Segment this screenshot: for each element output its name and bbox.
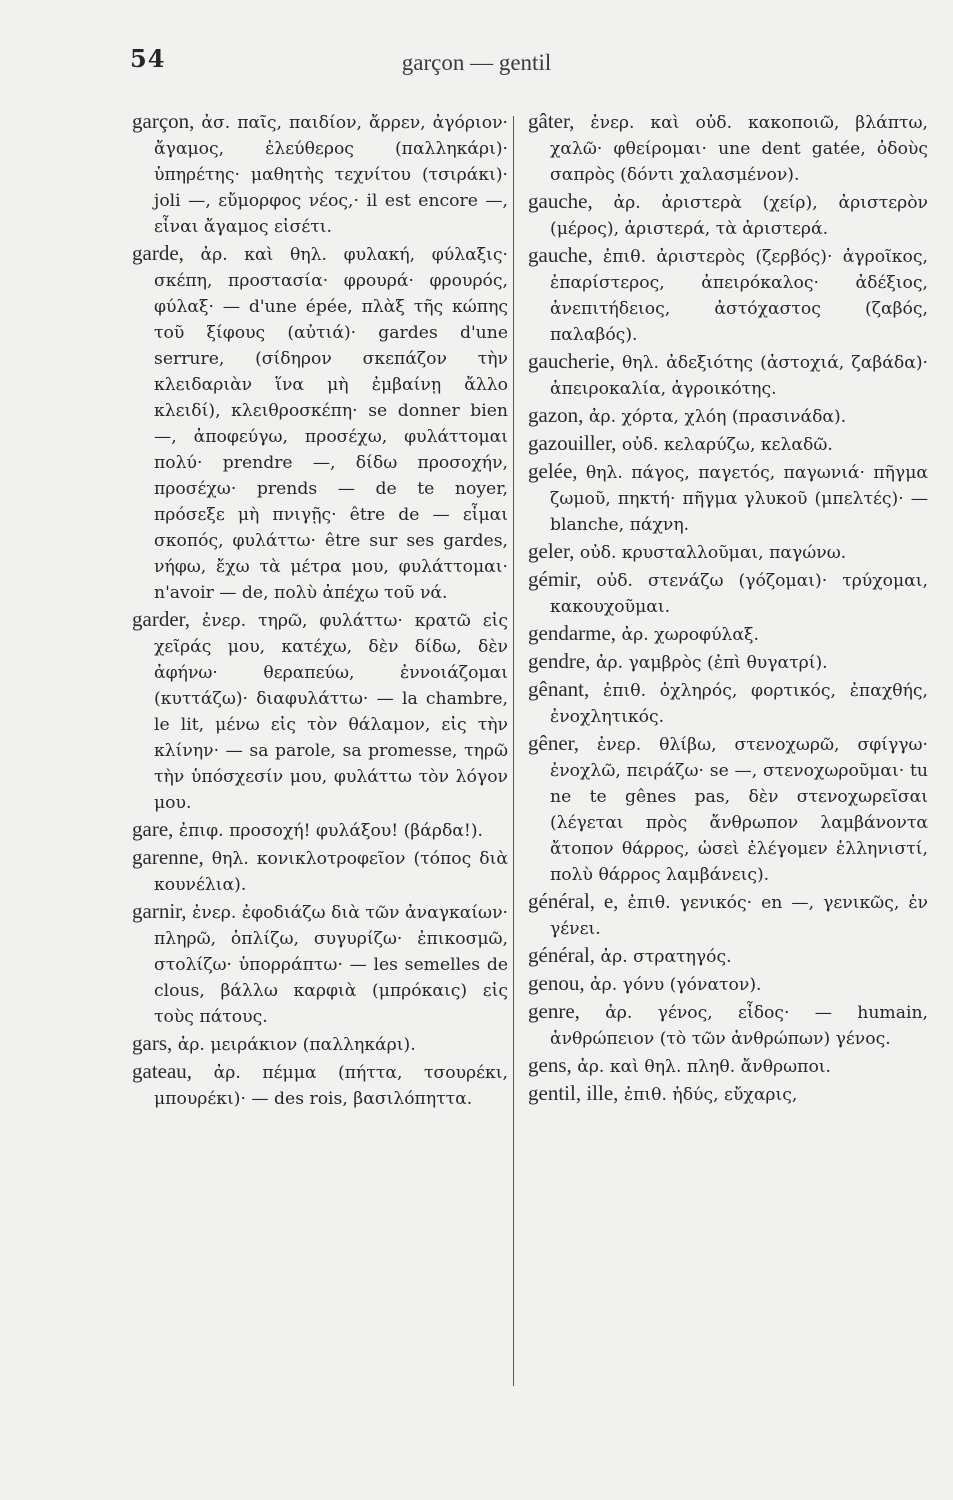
entry-definition: ἐπιφ. προσοχή! φυλάξου! (βάρδα!). [178, 821, 483, 841]
entry-definition: ἀρ. στρατηγός. [600, 947, 732, 967]
entry-headword: genou, [528, 971, 585, 995]
entry-definition: οὐδ. στενάζω (γόζομαι)· τρύχομαι, κακουχοῦμαι. [550, 571, 928, 617]
entry-definition: ἀρ. χόρτα, χλόη (πρασινάδα). [588, 407, 847, 427]
entry-definition: ἀρ. γένος, εἶδος· — humain, ἀνθρώπειον (τὸ τῶν ἀνθρώπων) γένος. [550, 1003, 928, 1049]
entry-definition: ἐνερ. τηρῶ, φυλάττω· κρατῶ εἰς χεῖράς μου, κατέχω, δὲν δίδω, δὲν ἀφήνω· θεραπεύω, ἐννοιάζομαι (κυττάζω)· διαφυλάττω· — la chambre, le lit, μένω εἰς τὸν θάλαμον, εἰς τὴν κλίνην· — sa parole, sa promesse, τηρῶ τὴν ὑπόσχεσίν μου, φυλάττω τὸν λόγον μου. [154, 611, 508, 813]
entry-definition: ἀρ. γόνυ (γόνατον). [590, 975, 762, 995]
entry-headword: garenne, [132, 845, 204, 869]
entry-definition: ἀρ. καὶ θηλ. φυλακή, φύλαξις· σκέπη, προστασία· φρουρά· φρουρός, φύλαξ· — d'une épée, πλὰξ τῆς κώπης τοῦ ξίφους (αὐτιά)· gardes d'une serrure, (σίδηρον σκεπάζον τὴν κλειδαριὰν ἵνα μὴ ἐμβαίνῃ ἄλλο κλειδί), κλειθροσκέπη· se donner bien —, ἀποφεύγω, προσέχω, φυλάττομαι πολύ· prendre —, δίδω προσοχήν, προσέχω· prends — de te noyer, πρόσεξε μὴ πνιγῇς· être de — εἶμαι σκοπός, φυλάττω· être sur ses gardes, νήφω, ἔχω τὰ μέτρα μου, φυλάττομαι· n'avoir — de, πολὺ ἀπέχω τοῦ νά. [154, 245, 508, 603]
entry-headword: gelée, [528, 459, 578, 483]
entry-headword: geler, [528, 539, 575, 563]
entry-headword: gars, [132, 1031, 173, 1055]
dictionary-entry [528, 620, 928, 648]
dictionary-entry [132, 898, 508, 1030]
page-number: 54 [130, 44, 166, 73]
entry-headword: gazouiller, [528, 431, 617, 455]
entry-headword: genre, [528, 999, 580, 1023]
dictionary-entry [132, 816, 508, 844]
dictionary-entry [528, 648, 928, 676]
dictionary-entry [528, 942, 928, 970]
entry-headword: garçon, [132, 109, 195, 133]
entry-headword: gênant, [528, 677, 590, 701]
entry-definition: θηλ. κονικλοτροφεῖον (τόπος διὰ κουνέλια). [154, 849, 508, 895]
entry-headword: garde, [132, 241, 184, 265]
entry-definition: ἐπιθ. ἀριστερὸς (ζερβός)· ἀγροῖκος, ἐπαρίστερος, ἀπειρόκαλος· ἀδέξιος, ἀνεπιτήδειος, ἀστόχαστος (ζαβός, παλαβός). [550, 247, 928, 345]
dictionary-entry [528, 430, 928, 458]
entry-headword: gâter, [528, 109, 575, 133]
entry-definition: ἀρ. χωροφύλαξ. [621, 625, 759, 645]
dictionary-entry [528, 348, 928, 402]
entry-definition: ἐπιθ. ἡδύς, εὔχαρις, [623, 1085, 798, 1105]
dictionary-entry [528, 1080, 928, 1108]
dictionary-entry [528, 998, 928, 1052]
entry-definition: ἀρ. γαμβρὸς (ἐπὶ θυγατρί). [595, 653, 828, 673]
dictionary-entry [528, 970, 928, 998]
entry-definition: ἀρ. μειράκιον (παλληκάρι). [177, 1035, 416, 1055]
entry-definition: οὐδ. κρυσταλλοῦμαι, παγώνω. [579, 543, 847, 563]
dictionary-entry [528, 402, 928, 430]
entry-headword: général, e, [528, 889, 619, 913]
left-column [132, 108, 508, 1398]
entry-headword: garnir, [132, 899, 187, 923]
entry-headword: gaucherie, [528, 349, 615, 373]
entry-definition: ἀρ. ἀριστερὰ (χείρ), ἀριστερὸν (μέρος), ἀριστερά, τὰ ἀριστερά. [550, 193, 928, 239]
entry-definition: ἀρ. πέμμα (πήττα, τσουρέκι, μπουρέκι)· — des rois, βασιλόπηττα. [154, 1063, 508, 1109]
dictionary-entry [132, 1030, 508, 1058]
entry-definition: θηλ. ἀδεξιότης (ἀστοχιά, ζαβάδα)· ἀπειροκαλία, ἀγροικότης. [550, 353, 928, 399]
dictionary-entry [528, 676, 928, 730]
dictionary-entry [528, 108, 928, 188]
entry-headword: général, [528, 943, 596, 967]
dictionary-entry [528, 538, 928, 566]
entry-definition: ἐπιθ. γενικός· en —, γενικῶς, ἐν γένει. [550, 893, 928, 939]
entry-headword: gateau, [132, 1059, 193, 1083]
dictionary-entry [528, 730, 928, 888]
entry-definition: ἀσ. παῖς, παιδίον, ἄρρεν, ἀγόριον· ἄγαμος, ἐλεύθερος (παλληκάρι)· ὑπηρέτης· μαθητὴς τεχνίτου (τσιράκι)· joli —, εὔμορφος νέος,· il est encore —, εἶναι ἄγαμος εἰσέτι. [154, 113, 508, 237]
right-column [528, 108, 928, 1398]
column-divider [513, 116, 514, 1386]
dictionary-entry [132, 606, 508, 816]
entry-headword: gens, [528, 1053, 572, 1077]
entry-definition: ἀρ. καὶ θηλ. πληθ. ἄνθρωποι. [577, 1057, 832, 1077]
dictionary-entry [132, 108, 508, 240]
dictionary-entry [528, 188, 928, 242]
dictionary-entry [528, 1052, 928, 1080]
dictionary-entry [528, 888, 928, 942]
entry-headword: gentil, ille, [528, 1081, 619, 1105]
dictionary-entry [132, 844, 508, 898]
entry-headword: gendre, [528, 649, 591, 673]
running-head: garçon — gentil [401, 50, 552, 75]
entry-headword: gauche, [528, 243, 593, 267]
entry-headword: gazon, [528, 403, 584, 427]
entry-headword: gémir, [528, 567, 582, 591]
dictionary-entry [528, 242, 928, 348]
entry-definition: ἐνερ. καὶ οὐδ. κακοποιῶ, βλάπτω, χαλῶ· φθείρομαι· une dent gatée, ὀδοὺς σαπρὸς (δόντι χαλασμένον). [550, 113, 928, 185]
entry-headword: gauche, [528, 189, 593, 213]
entry-definition: οὐδ. κελαρύζω, κελαδῶ. [621, 435, 833, 455]
entry-definition: ἐπιθ. ὀχληρός, φορτικός, ἐπαχθής, ἐνοχλητικός. [550, 681, 928, 727]
entry-headword: gendarme, [528, 621, 617, 645]
entry-definition: ἐνερ. ἐφοδιάζω διὰ τῶν ἀναγκαίων· πληρῶ, ὁπλίζω, συγυρίζω· ἐπικοσμῶ, στολίζω· ὑπορράπτω· — les semelles de clous, βάλλω καρφιὰ (μπρόκαις) εἰς τοὺς πάτους. [154, 903, 508, 1027]
entry-definition: ἐνερ. θλίβω, στενοχωρῶ, σφίγγω· ἐνοχλῶ, πειράζω· se —, στενοχωροῦμαι· tu ne te gênes pas, δὲν στενοχωρεῖσαι (λέγεται πρὸς ἄνθρωπον λαμβάνοντα ἄτοπον θάρρος, ὡσεὶ ἐλέγομεν ἑλληνιστί, πολὺ θάρρος λαμβάνεις). [550, 735, 928, 885]
dictionary-entry [132, 240, 508, 606]
dictionary-entry [132, 1058, 508, 1112]
dictionary-columns [132, 108, 937, 1408]
dictionary-entry [528, 566, 928, 620]
entry-headword: gêner, [528, 731, 580, 755]
entry-definition: θηλ. πάγος, παγετός, παγωνιά· πῆγμα ζωμοῦ, πηκτή· πῆγμα γλυκοῦ (μπελτές)· — blanche, πάχνη. [550, 463, 928, 535]
entry-headword: gare, [132, 817, 174, 841]
entry-headword: garder, [132, 607, 191, 631]
dictionary-entry [528, 458, 928, 538]
